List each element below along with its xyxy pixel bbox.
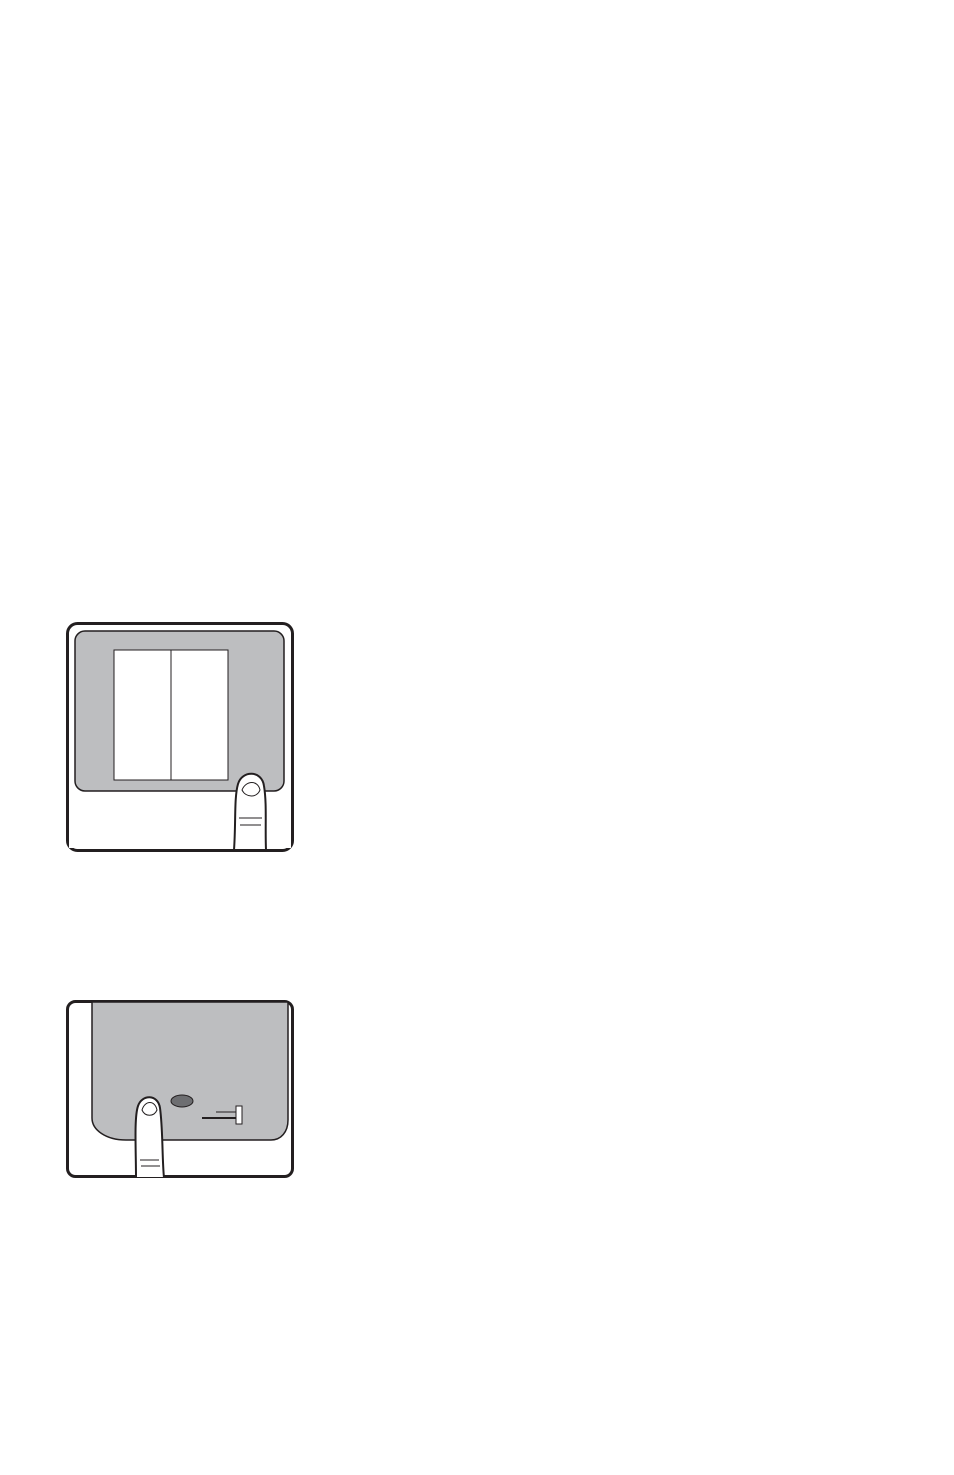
placing-a-call-section	[333, 170, 913, 180]
receiving-a-call-section	[333, 369, 913, 379]
adding-memory-section	[333, 987, 913, 1037]
volume-slider-icon	[236, 1106, 242, 1124]
boost-button-icon	[171, 1095, 193, 1107]
figure-9	[66, 622, 294, 852]
memory-directory-illustration	[66, 622, 294, 852]
figure-10	[66, 1000, 294, 1178]
keypad-prog-illustration	[66, 1000, 294, 1178]
memory-storage-section	[333, 607, 913, 617]
note-paragraph	[333, 997, 913, 1027]
